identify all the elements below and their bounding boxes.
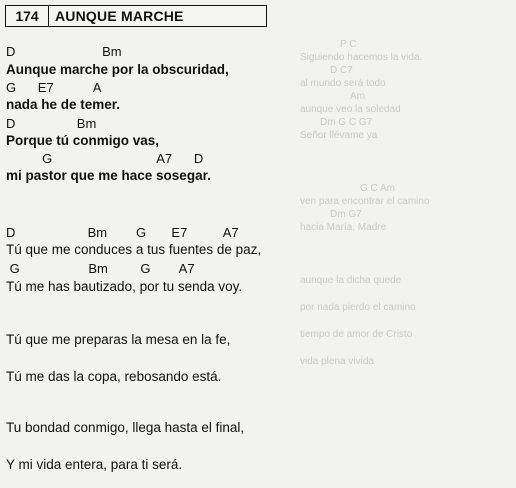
chord-line: D Bm G E7 A7 — [6, 225, 239, 240]
song-header — [5, 5, 267, 27]
lyric-line: Tú me das la copa, rebosando está. — [6, 369, 222, 384]
chord-line: D Bm — [6, 44, 122, 59]
chord-line: G A7 D — [6, 151, 204, 166]
lyric-line: nada he de temer. — [6, 97, 121, 112]
lyric-line: Tu bondad conmigo, llega hasta el final, — [6, 420, 245, 435]
song-number: 174 — [6, 6, 49, 26]
lyric-line: Tú que me preparas la mesa en la fe, — [6, 332, 231, 347]
bleed-through-text: P C Siguiendo hacemos la vida. D C7 al mundo será todo Am aunque veo la soledad Dm G C G7 Señor llévame ya G C Am ven para encontrar el camino Dm G7 hacia María, Madre aunque la dicha quede por nada pierdo el camino tiempo de amor de Cristo vida plena vivida — [300, 39, 430, 367]
chord-line: G Bm G A7 — [6, 261, 195, 276]
lyric-line: Porque tú conmigo vas, — [6, 133, 160, 148]
song-title: AUNQUE MARCHE — [55, 8, 184, 24]
lyric-line: Tú que me conduces a tus fuentes de paz, — [6, 242, 262, 257]
lyric-line: Tú me has bautizado, por tu senda voy. — [6, 279, 243, 294]
lyric-line: Y mi vida entera, para ti será. — [6, 457, 183, 472]
chord-line: D Bm — [6, 116, 97, 131]
lyric-line: mi pastor que me hace sosegar. — [6, 168, 211, 183]
lyric-line: Aunque marche por la obscuridad, — [6, 62, 229, 77]
chord-line: G E7 A — [6, 80, 102, 95]
